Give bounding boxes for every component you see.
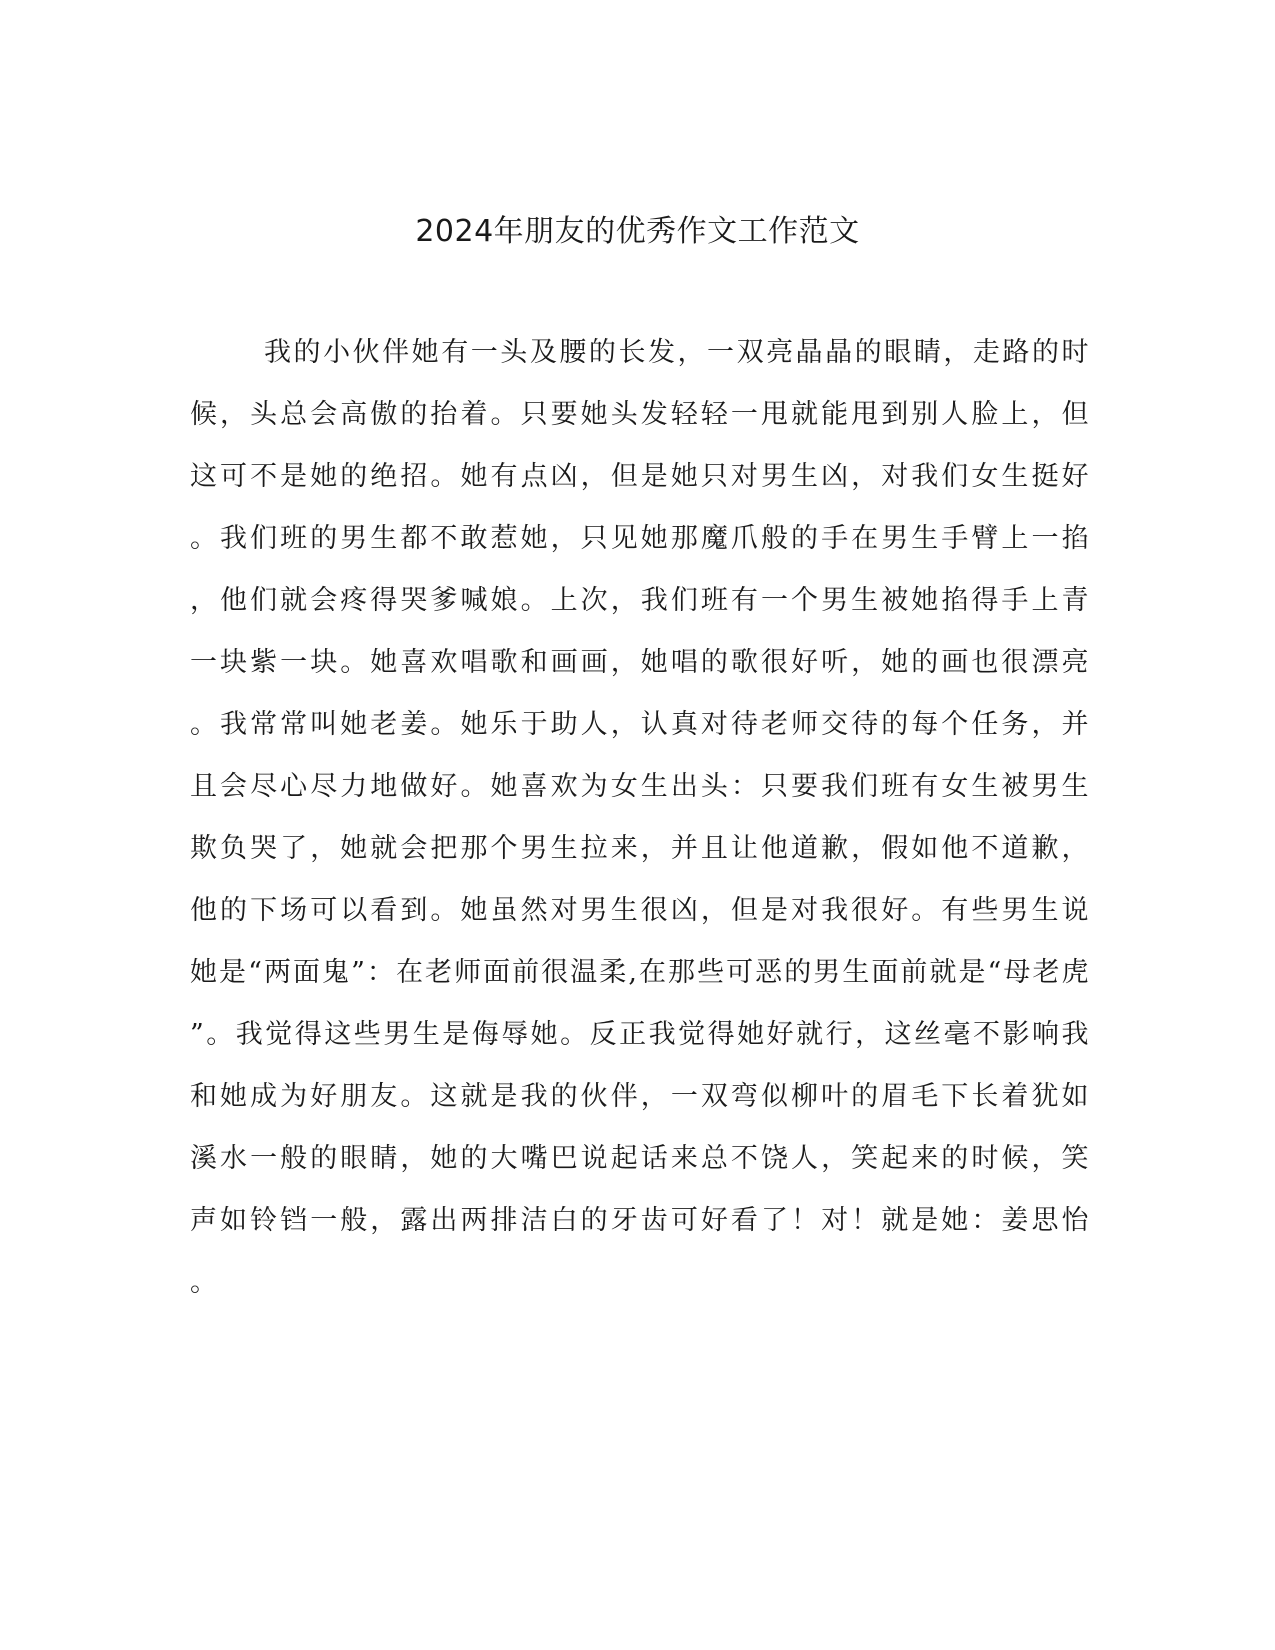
paragraph-line: 溪水一般的眼睛，她的大嘴巴说起话来总不饶人，笑起来的时候，笑 bbox=[190, 1143, 1090, 1174]
paragraph-line: 。我常常叫她老姜。她乐于助人，认真对待老师交待的每个任务，并 bbox=[190, 709, 1090, 740]
paragraph-line: 候，头总会高傲的抬着。只要她头发轻轻一甩就能甩到别人脸上，但 bbox=[190, 399, 1090, 430]
paragraph-line: 且会尽心尽力地做好。她喜欢为女生出头：只要我们班有女生被男生 bbox=[190, 771, 1090, 802]
essay-body bbox=[190, 333, 1090, 1325]
paragraph-line: 和她成为好朋友。这就是我的伙伴，一双弯似柳叶的眉毛下长着犹如 bbox=[190, 1081, 1090, 1112]
paragraph-line: 声如铃铛一般，露出两排洁白的牙齿可好看了！对！就是她：姜思怡 bbox=[190, 1205, 1090, 1236]
paragraph-line: 我的小伙伴她有一头及腰的长发，一双亮晶晶的眼睛，走路的时 bbox=[264, 337, 1090, 368]
paragraph-line: 。我们班的男生都不敢惹她，只见她那魔爪般的手在男生手臂上一掐 bbox=[190, 523, 1090, 554]
document-title: 2024年朋友的优秀作文工作范文 bbox=[415, 214, 860, 249]
paragraph-line: 她是“两面鬼”：在老师面前很温柔,在那些可恶的男生面前就是“母老虎 bbox=[190, 957, 1090, 988]
paragraph-line: 欺负哭了，她就会把那个男生拉来，并且让他道歉，假如他不道歉， bbox=[190, 833, 1090, 864]
paragraph-line: 这可不是她的绝招。她有点凶，但是她只对男生凶，对我们女生挺好 bbox=[190, 461, 1090, 492]
paragraph-line: 一块紫一块。她喜欢唱歌和画画，她唱的歌很好听，她的画也很漂亮 bbox=[190, 647, 1090, 678]
paragraph-line: ”。我觉得这些男生是侮辱她。反正我觉得她好就行，这丝毫不影响我 bbox=[190, 1019, 1090, 1050]
paragraph-line: 他的下场可以看到。她虽然对男生很凶，但是对我很好。有些男生说 bbox=[190, 895, 1090, 926]
paragraph-line: 。 bbox=[190, 1267, 219, 1298]
paragraph-line: ，他们就会疼得哭爹喊娘。上次，我们班有一个男生被她掐得手上青 bbox=[190, 585, 1090, 616]
